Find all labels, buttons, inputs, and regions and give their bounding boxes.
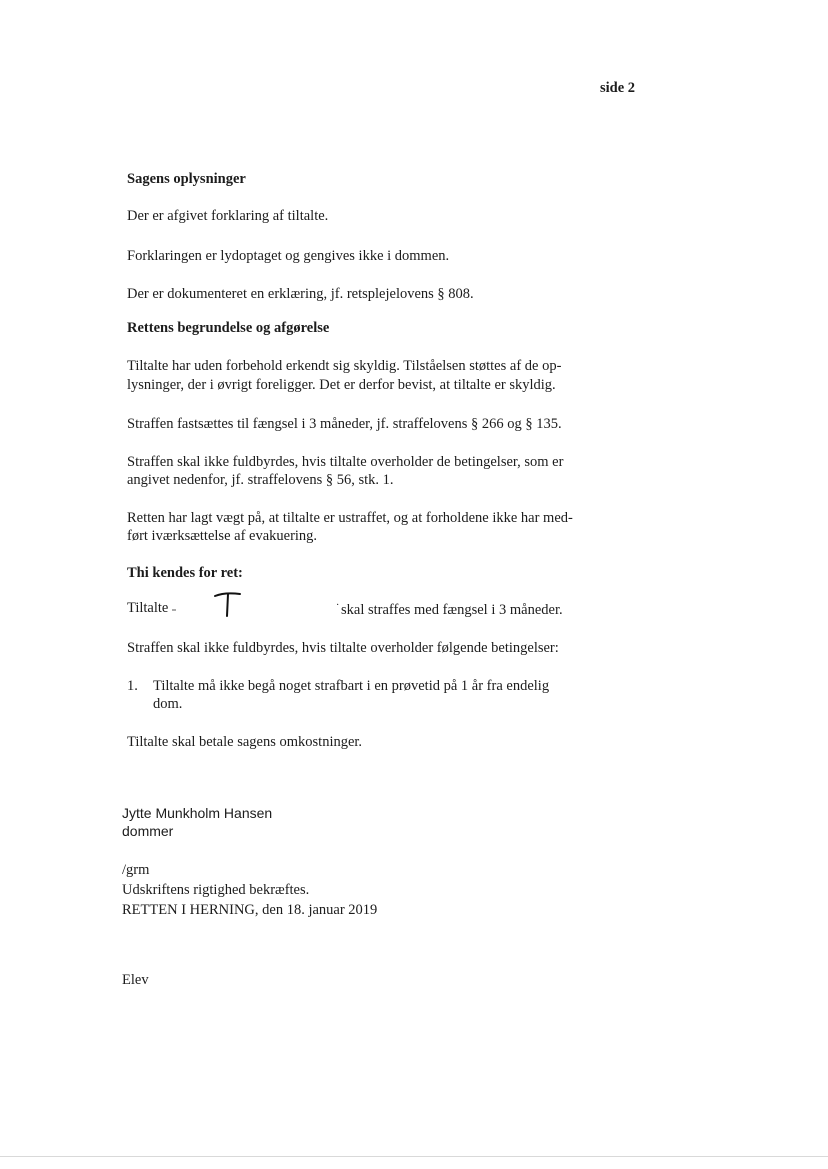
- paragraph: Der er dokumenteret en erklæring, jf. retsplejelovens § 808.: [127, 286, 474, 302]
- paragraph-line: Straffen skal ikke fuldbyrdes, hvis tiltalte overholder de betingelser, som er: [127, 454, 564, 470]
- note-elev: Elev: [122, 972, 149, 988]
- condition-line: Tiltalte må ikke begå noget strafbart i en prøvetid på 1 år fra endelig: [153, 678, 550, 694]
- redaction-dot: ·: [336, 600, 340, 611]
- paragraph: Forklaringen er lydoptaget og gengives ikke i dommen.: [127, 248, 450, 264]
- page-number: side 2: [600, 80, 636, 96]
- judge-name: Jytte Munkholm Hansen: [122, 805, 273, 821]
- paragraph-line: Tiltalte har uden forbehold erkendt sig skyldig. Tilståelsen støttes af de op-: [127, 358, 562, 374]
- judge-title: dommer: [122, 823, 174, 839]
- clerk-initials: /grm: [122, 862, 150, 878]
- conditions-intro: Straffen skal ikke fuldbyrdes, hvis tiltalte overholder følgende betingelser:: [127, 640, 559, 656]
- paragraph-line: lysninger, der i øvrigt foreligger. Det er derfor bevist, at tiltalte er skyldig.: [127, 377, 556, 393]
- condition-number: 1.: [127, 678, 138, 694]
- verdict-line-end: skal straffes med fængsel i 3 måneder.: [341, 602, 563, 618]
- paragraph: Der er afgivet forklaring af tiltalte.: [127, 208, 329, 224]
- certification-line: Udskriftens rigtighed bekræftes.: [122, 882, 310, 898]
- paragraph: Straffen fastsættes til fængsel i 3 måneder, jf. straffelovens § 266 og § 135.: [127, 416, 562, 432]
- section-heading-reasoning: Rettens begrundelse og afgørelse: [127, 320, 330, 336]
- section-heading-case-info: Sagens oplysninger: [127, 171, 246, 187]
- paragraph-line: Retten har lagt vægt på, at tiltalte er ustraffet, og at forholdene ikke har med-: [127, 510, 573, 526]
- condition-line: dom.: [153, 696, 183, 712]
- scan-edge-line: [0, 1156, 828, 1157]
- paragraph-line: angivet nedenfor, jf. straffelovens § 56, stk. 1.: [127, 472, 394, 488]
- costs-paragraph: Tiltalte skal betale sagens omkostninger.: [127, 734, 363, 750]
- redaction-mark: [170, 590, 260, 620]
- verdict-heading: Thi kendes for ret:: [127, 565, 243, 581]
- court-date-line: RETTEN I HERNING, den 18. januar 2019: [122, 902, 378, 918]
- paragraph-line: ført iværksættelse af evakuering.: [127, 528, 318, 544]
- verdict-line-start: Tiltalte: [127, 600, 169, 616]
